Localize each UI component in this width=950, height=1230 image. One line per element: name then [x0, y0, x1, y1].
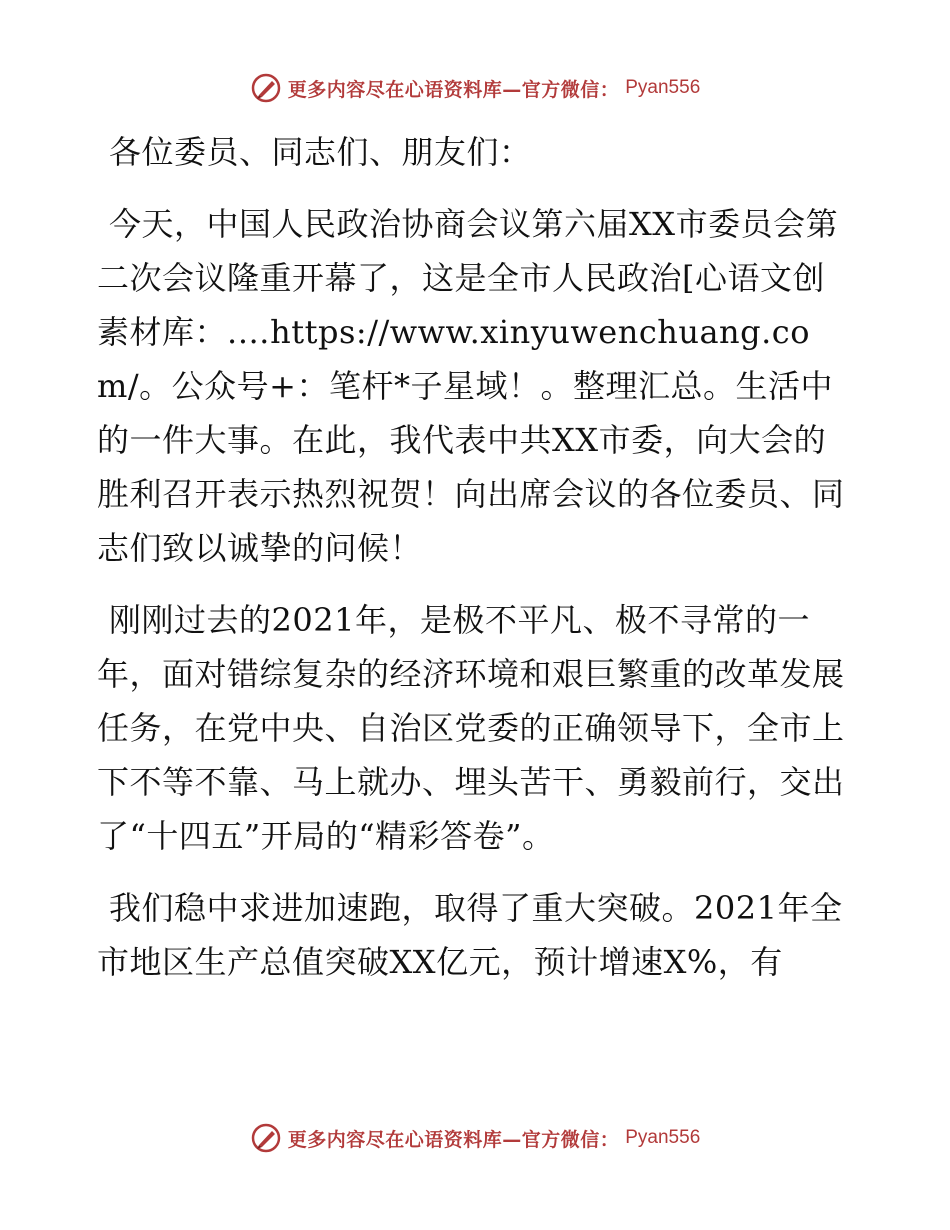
watermark-account: Pyan556	[625, 1127, 701, 1148]
achievement-paragraph: 我们稳中求进加速跑，取得了重大突破。2021年全市地区生产总值突破XX亿元，预计增速X%，有	[97, 889, 843, 981]
salutation-paragraph: 各位委员、同志们、朋友们：	[109, 133, 532, 171]
watermark-account: Pyan556	[625, 77, 701, 98]
watermark-text: 更多内容尽在心语资料库—官方微信：	[287, 1128, 620, 1151]
opening-paragraph: 今天，中国人民政治协商会议第六届XX市委员会第二次会议隆重开幕了，这是全市人民政治[心语文创素材库：.…https://www.xinyuwenchuang.com/。公众号+：笔杆*子星域！。整理汇总。生活中的一件大事。在此，我代表中共XX市委，向大会的胜利召开表示热烈祝贺！向出席会议的各位委员、同志们致以诚挚的问候！	[97, 205, 845, 567]
header-watermark	[0, 72, 950, 104]
document-body	[97, 125, 857, 1007]
review-paragraph: 刚刚过去的2021年，是极不平凡、极不寻常的一年，面对错综复杂的经济环境和艰巨繁重的改革发展任务，在党中央、自治区党委的正确领导下，全市上下不等不靠、马上就办、埋头苦干、勇毅前行，交出了“十四五”开局的“精彩答卷”。	[97, 601, 845, 855]
pen-logo-icon	[250, 72, 282, 104]
watermark-text: 更多内容尽在心语资料库—官方微信：	[287, 78, 620, 101]
footer-watermark	[0, 1122, 950, 1154]
pen-logo-icon	[250, 1122, 282, 1154]
